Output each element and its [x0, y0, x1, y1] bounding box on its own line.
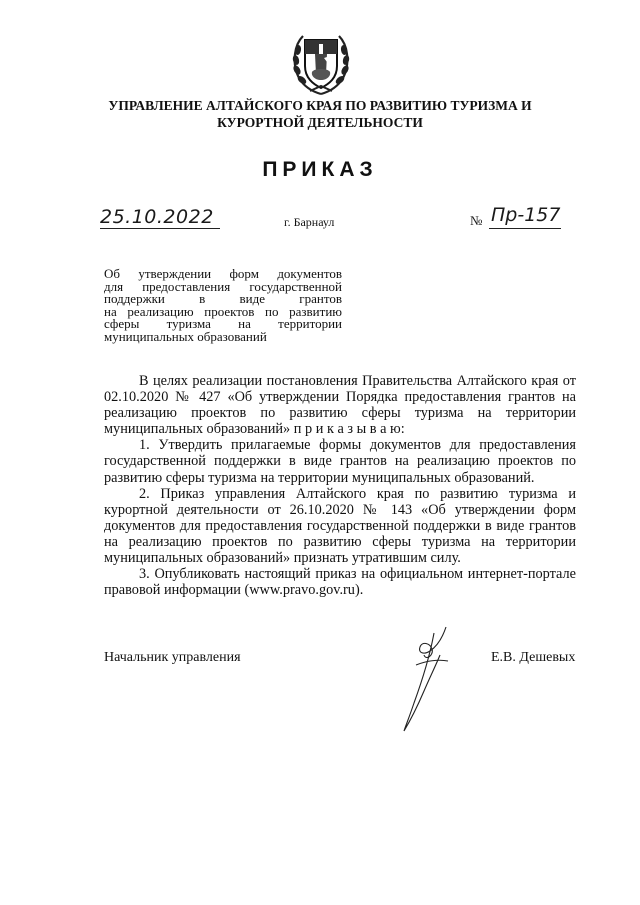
preamble-paragraph: В целях реализации постановления Правительства Алтайского края от 02.10.2020 № 427 «Об утверждении Порядка предоставления грантов на реализацию проектов по развитию сферы туризма на территории муниципальных образований» п р и к а з ы в а ю: — [104, 373, 576, 438]
coat-of-arms-altai-krai-icon — [290, 28, 352, 96]
handwritten-signature — [396, 625, 462, 735]
subject-line: на реализацию проектов по развитию — [104, 303, 342, 319]
order-number: Пр-157 — [491, 204, 561, 226]
number-sign: № — [470, 213, 483, 228]
signatory-position: Начальник управления — [104, 650, 241, 665]
signatory-name: Е.В. Дешевых — [491, 650, 576, 665]
number-underline — [489, 228, 561, 229]
clause-1-paragraph: 1. Утвердить прилагаемые формы документов для предоставления государственной поддержки в виде грантов на реализацию проектов по развитию сферы туризма на территории муниципальных образований. — [104, 437, 576, 486]
order-date: 25.10.2022 — [100, 206, 214, 228]
order-subject — [104, 268, 342, 344]
order-body — [104, 373, 576, 598]
date-underline — [100, 228, 220, 229]
organization-name: УПРАВЛЕНИЕ АЛТАЙСКОГО КРАЯ ПО РАЗВИТИЮ ТУРИЗМА И КУРОРТНОЙ ДЕЯТЕЛЬНОСТИ — [108, 98, 532, 130]
clause-3-paragraph: 3. Опубликовать настоящий приказ на официальном интернет-портале правовой информации (www.pravo.gov.ru). — [104, 566, 576, 599]
subject-line: Об утверждении форм документов — [104, 266, 342, 281]
subject-line: сферы туризма на территории — [104, 316, 342, 332]
clause-2-paragraph: 2. Приказ управления Алтайского края по развитию туризма и курортной деятельности от 26.10.2020 № 143 «Об утверждении форм документов для предоставления государственной поддержки в виде грантов на реализацию проектов по развитию сферы туризма на территории муниципальных образований» признать утратившим силу. — [104, 485, 576, 567]
document-type-title: ПРИКАЗ — [262, 158, 378, 181]
subject-line: поддержки в виде грантов — [104, 291, 342, 307]
city-label: г. Барнаул — [284, 215, 335, 229]
subject-line: муниципальных образований — [104, 328, 267, 344]
subject-line: для предоставления государственной — [104, 278, 342, 294]
